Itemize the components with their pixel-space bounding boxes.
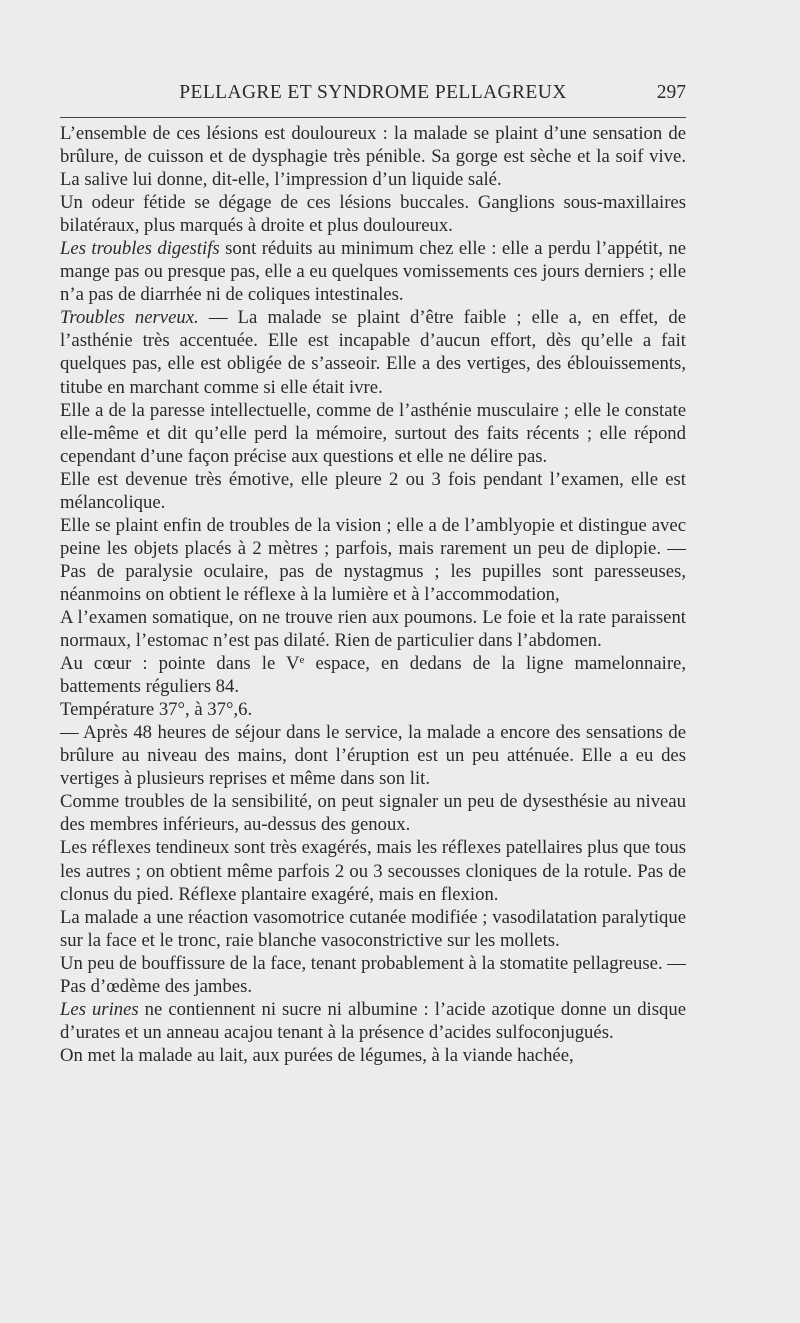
paragraph: Un peu de bouffissure de la face, tenant probablement à la stomatite pellagreuse. — Pas d’œdème des jambes. (60, 952, 686, 997)
paragraph: Au cœur : pointe dans le Ve espace, en dedans de la ligne mamelonnaire, battements réguliers 84. (60, 653, 687, 698)
paragraph: Elle se plaint enfin de troubles de la vision ; elle a de l’amblyopie et distingue avec peine les objets placés à 2 mètres ; parfois, mais rarement un peu de diplopie. — Pas de paralysie oculaire, pas de nystagmus ; les pupilles sont paresseuses, néanmoins on obtient le réflexe à la lumière et à l’accommodation, (60, 514, 686, 605)
page-number: 297 (656, 82, 686, 103)
paragraph: Les urines ne contiennent ni sucre ni albumine : l’acide azotique donne un disque d’urates et un anneau acajou tenant à la présence d’acides sulfoconjugués. (60, 998, 686, 1043)
header-rule (60, 117, 686, 118)
paragraph: L’ensemble de ces lésions est douloureux : la malade se plaint d’une sensation de brûlure, de cuisson et de dysphagie très pénible. Sa gorge est sèche et la soif vive. La salive lui donne, dit-elle, l’impression d’un liquide salé. (60, 123, 686, 191)
paragraph: Troubles nerveux. — La malade se plaint d’être faible ; elle a, en effet, de l’asthénie très accentuée. Elle est incapable d’aucun effort, dès qu’elle a fait quelques pas, elle est obligée de s’asseoir. Elle a des vertiges, des éblouissements, titube en marchant comme si elle était ivre. (60, 307, 686, 398)
paragraph: Température 37°, à 37°,6. (60, 699, 253, 721)
paragraph: Elle est devenue très émotive, elle pleure 2 ou 3 fois pendant l’examen, elle est mélancolique. (60, 468, 686, 513)
paragraph-lead: Les urines (60, 998, 139, 1020)
paragraph-lead: Les troubles digestifs (60, 238, 220, 260)
body-text (60, 122, 686, 1067)
running-head (60, 82, 686, 110)
paragraph: — Après 48 heures de séjour dans le service, la malade a encore des sensations de brûlure au niveau des mains, dont l’éruption est un peu atténuée. Elle a eu des vertiges à plusieurs reprises et même dans son lit. (60, 722, 686, 790)
paragraph: Les réflexes tendineux sont très exagérés, mais les réflexes patellaires plus que tous les autres ; on obtient même parfois 2 ou 3 secousses cloniques de la rotule. Pas de clonus du pied. Réflexe plantaire exagéré, mais en flexion. (60, 837, 686, 905)
paragraph: Les troubles digestifs sont réduits au minimum chez elle : elle a perdu l’appétit, ne mange pas ou presque pas, elle a eu quelques vomissements ces jours derniers ; elle n’a pas de diarrhée ni de coliques intestinales. (60, 238, 686, 306)
paragraph: Un odeur fétide se dégage de ces lésions buccales. Ganglions sous-maxillaires bilatéraux, plus marqués à droite et plus douloureux. (60, 192, 686, 237)
paragraph: Elle a de la paresse intellectuelle, comme de l’asthénie musculaire ; elle le constate elle-même et dit qu’elle perd la mémoire, surtout des faits récents ; elle répond cependant d’une façon précise aux questions et elle ne délire pas. (60, 399, 686, 467)
running-title: PELLAGRE ET SYNDROME PELLAGREUX (179, 82, 567, 103)
paragraph: On met la malade au lait, aux purées de légumes, à la viande hachée, (60, 1044, 574, 1066)
paragraph: Comme troubles de la sensibilité, on peut signaler un peu de dysesthésie au niveau des membres inférieurs, au-dessus des genoux. (60, 791, 686, 836)
paragraph: La malade a une réaction vasomotrice cutanée modifiée ; vasodilatation paralytique sur la face et le tronc, raie blanche vasoconstrictive sur les mollets. (60, 906, 686, 951)
paragraph: A l’examen somatique, on ne trouve rien aux poumons. Le foie et la rate paraissent normaux, l’estomac n’est pas dilaté. Rien de particulier dans l’abdomen. (60, 606, 686, 652)
paragraph-lead: Troubles nerveux. (60, 307, 199, 329)
